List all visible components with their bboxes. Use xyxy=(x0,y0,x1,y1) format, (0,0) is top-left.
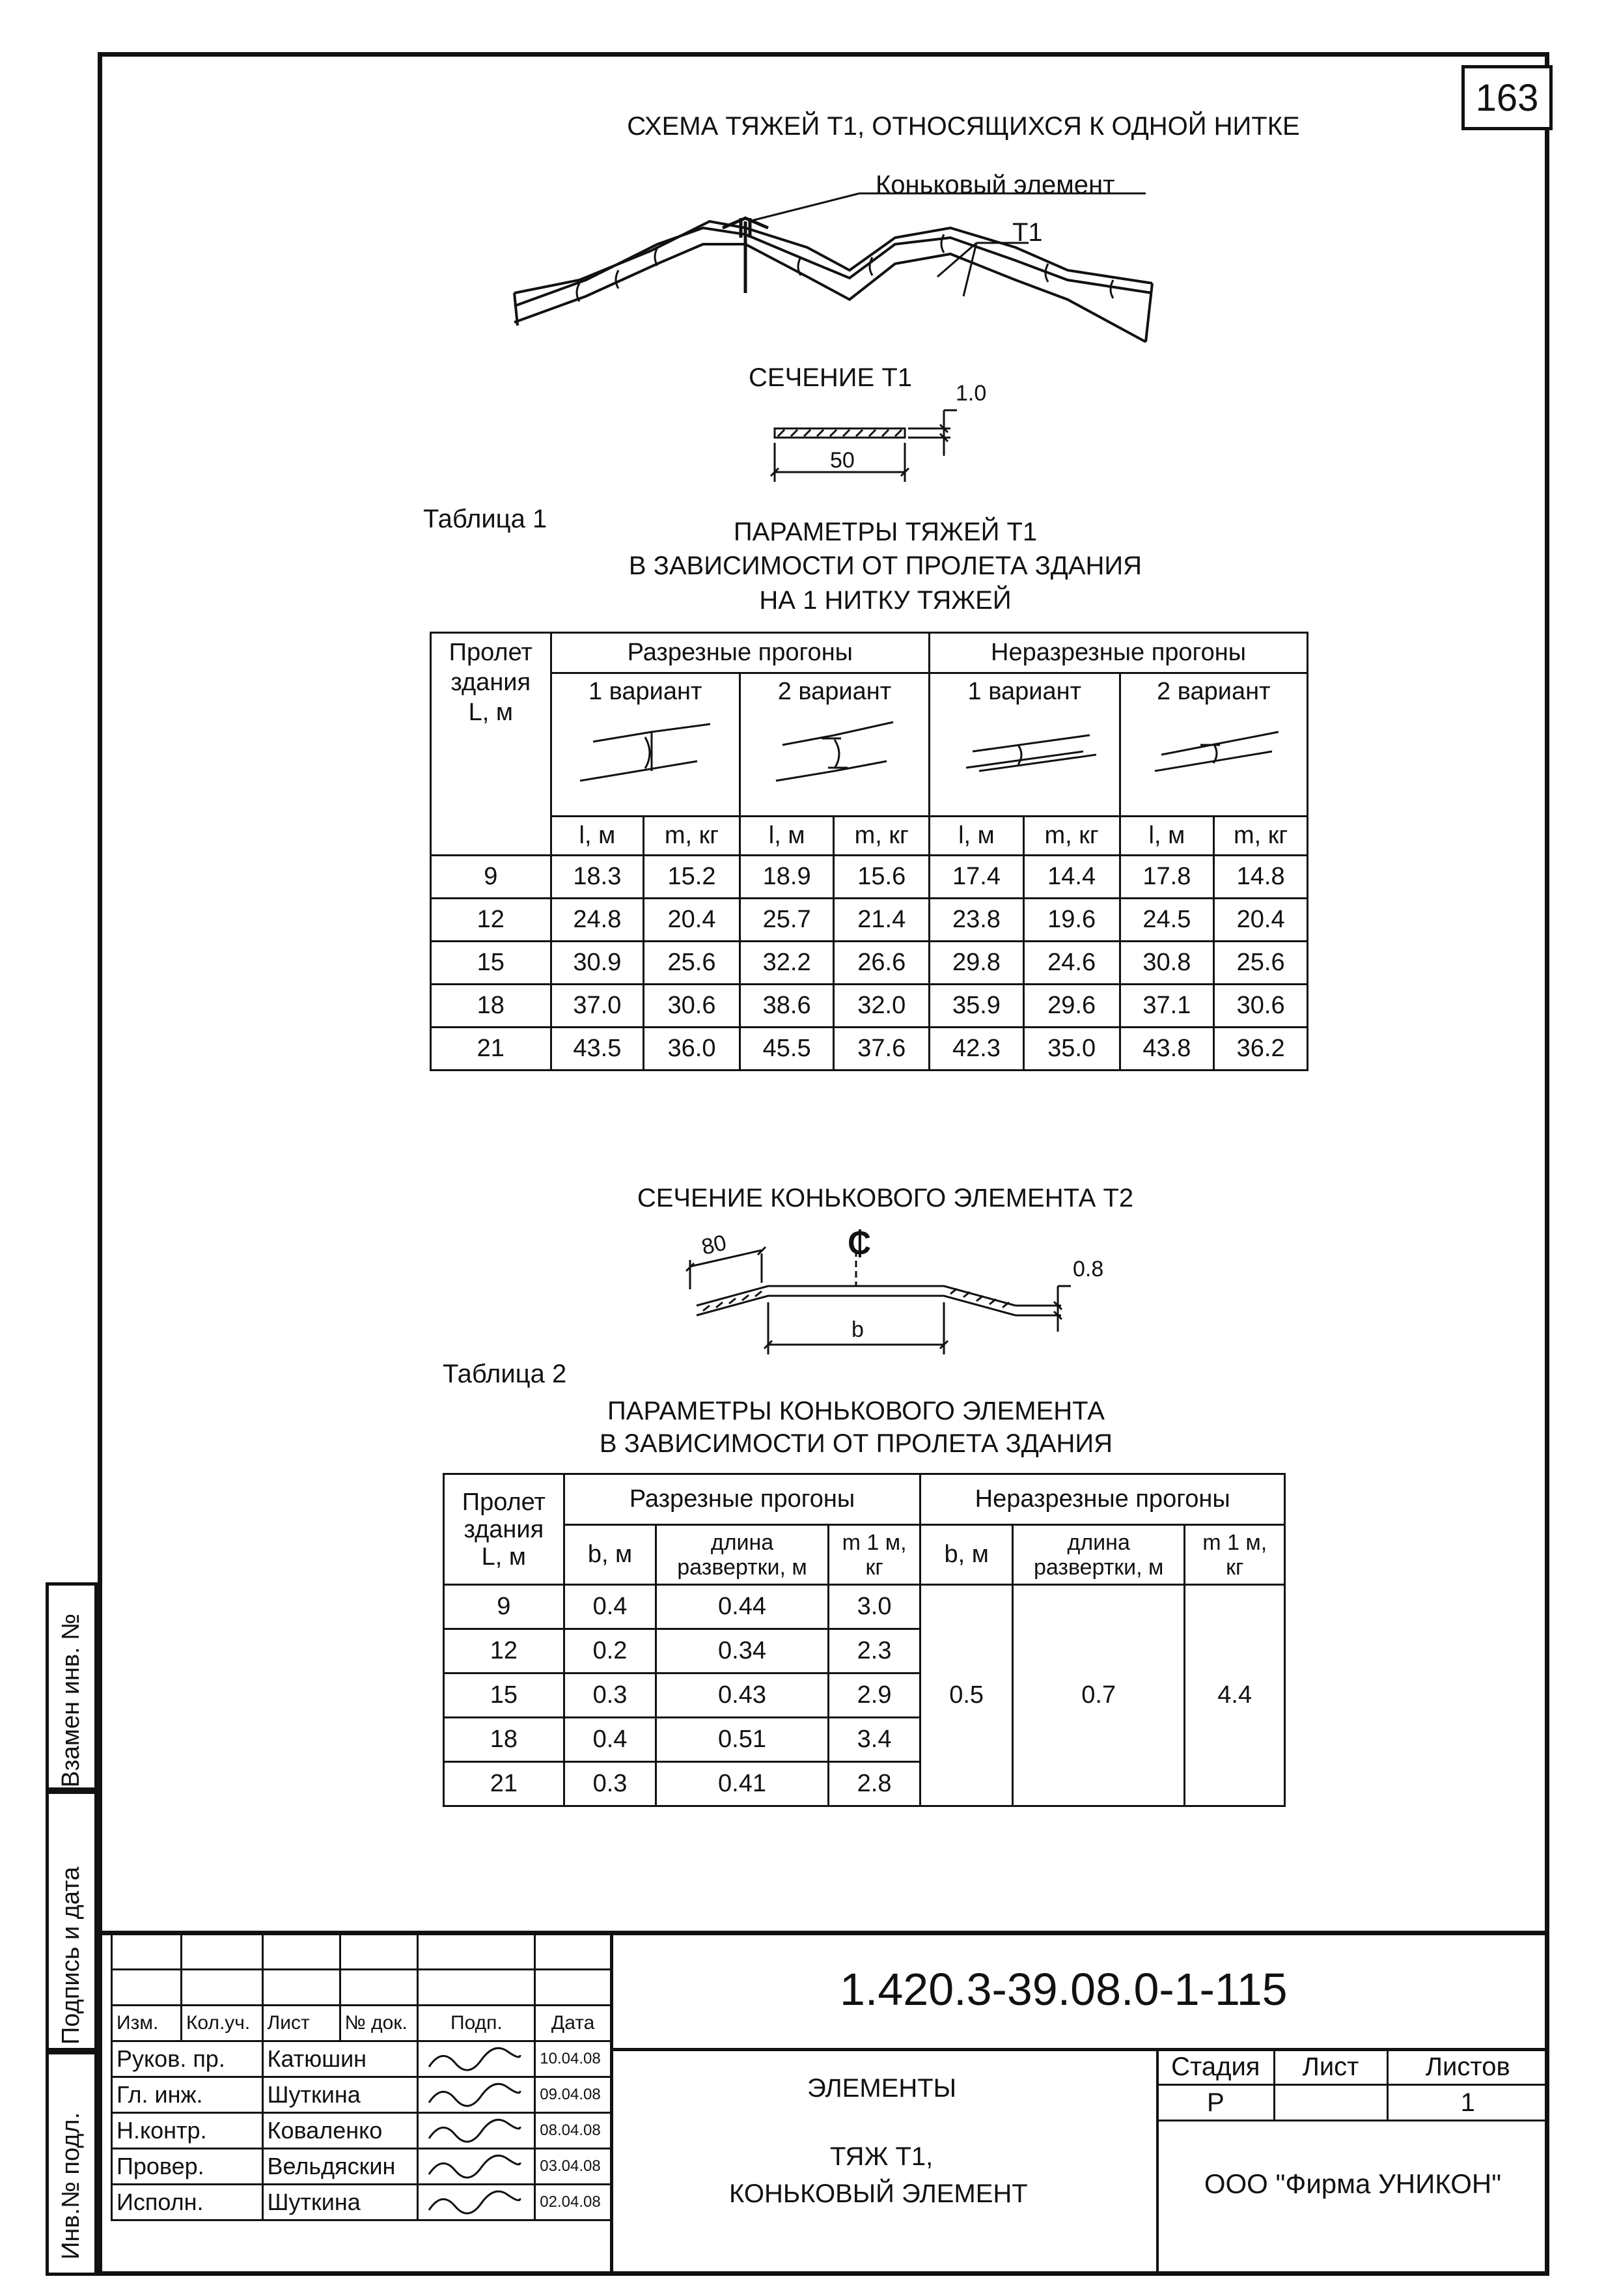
table-row xyxy=(431,985,1308,1028)
table2-col-length-line1: длина xyxy=(710,1530,774,1555)
t1-label: Т1 xyxy=(1012,218,1043,247)
signature-role: Гл. инж. xyxy=(112,2077,263,2113)
revision-empty-cell xyxy=(181,1970,262,2006)
doc-title-line1-text: ЭЛЕМЕНТЫ xyxy=(807,2074,957,2103)
table1 xyxy=(430,632,1308,1071)
table1-value-cell: 20.4 xyxy=(1214,899,1308,942)
table2-title-line1: ПАРАМЕТРЫ КОНЬКОВОГО ЭЛЕМЕНТА xyxy=(607,1397,1105,1425)
table1-variant1-split-label: 1 вариант xyxy=(588,678,702,705)
variant1-split-sketch xyxy=(580,706,710,791)
table1-variant1-continuous-label: 1 вариант xyxy=(967,678,1082,705)
table-row xyxy=(431,899,1308,942)
table1-value-cell: 37.0 xyxy=(551,985,644,1028)
table1-variant2-split xyxy=(740,673,929,817)
table1-col-m: m, кг xyxy=(1214,817,1308,856)
side-label-sign-date: Подпись и дата xyxy=(57,1866,85,2045)
table1-title-line1: ПАРАМЕТРЫ ТЯЖЕЙ Т1 xyxy=(733,518,1038,546)
table2-value-cell: 0.4 xyxy=(564,1718,656,1762)
table1-value-cell: 43.5 xyxy=(551,1028,644,1071)
signature-cell xyxy=(418,2185,535,2220)
table2-col-length xyxy=(1012,1525,1185,1585)
document-code: 1.420.3-39.08.0-1-115 xyxy=(840,1964,1288,2015)
table1-value-cell: 32.0 xyxy=(834,985,930,1028)
table2-group-continuous: Неразрезные прогоны xyxy=(920,1474,1285,1525)
section-t2-dim-80: 80 xyxy=(699,1230,729,1260)
table1-span-cell: 15 xyxy=(431,942,551,985)
table1-span-header-line3: L, м xyxy=(468,699,513,726)
revision-table xyxy=(111,1933,612,2221)
table2-value-cell: 0.3 xyxy=(564,1762,656,1806)
table2-col-mass-line2: кг xyxy=(865,1554,883,1580)
table-row xyxy=(431,942,1308,985)
section-t2-title: СЕЧЕНИЕ КОНЬКОВОГО ЭЛЕМЕНТА Т2 xyxy=(637,1184,1134,1212)
table2-span-cell: 18 xyxy=(444,1718,564,1762)
table2-value-cell: 0.3 xyxy=(564,1673,656,1718)
signature-row xyxy=(112,2113,611,2149)
table2-span-cell: 15 xyxy=(444,1673,564,1718)
table1-span-cell: 9 xyxy=(431,856,551,899)
table2-value-cell: 3.4 xyxy=(828,1718,920,1762)
table2-span-header-line3: L, м xyxy=(481,1543,527,1571)
table1-value-cell: 30.6 xyxy=(1214,985,1308,1028)
table1-value-cell: 35.0 xyxy=(1023,1028,1120,1071)
table1-variant2-split-label: 2 вариант xyxy=(777,678,892,705)
signature-row xyxy=(112,2149,611,2185)
table1-value-cell: 18.3 xyxy=(551,856,644,899)
signature-name: Коваленко xyxy=(262,2113,418,2149)
table1-span-header xyxy=(431,633,551,856)
table2-value-cell: 0.2 xyxy=(564,1629,656,1673)
revision-empty-cell xyxy=(112,1934,182,1970)
table2-value-cell: 0.44 xyxy=(656,1585,829,1629)
company-name: ООО "Фирма УНИКОН" xyxy=(1204,2168,1502,2199)
sheets-value: 1 xyxy=(1387,2085,1549,2121)
table1-value-cell: 15.6 xyxy=(834,856,930,899)
table1-col-l: l, м xyxy=(930,817,1024,856)
scheme-title: СХЕМА ТЯЖЕЙ Т1, ОТНОСЯЩИХСЯ К ОДНОЙ НИТКЕ xyxy=(627,112,1300,141)
table2-title-line2: В ЗАВИСИМОСТИ ОТ ПРОЛЕТА ЗДАНИЯ xyxy=(599,1429,1113,1458)
table1-col-l: l, м xyxy=(740,817,834,856)
variant1-continuous-sketch xyxy=(953,706,1096,791)
side-label-replace: Взамен инв. № xyxy=(57,1614,85,1787)
variant2-continuous-sketch xyxy=(1142,706,1285,791)
revision-empty-cell xyxy=(340,1970,418,2006)
table2-col-mass-line2: кг xyxy=(1226,1554,1244,1580)
handwritten-signature xyxy=(422,2152,527,2181)
signature-role: Провер. xyxy=(112,2149,263,2185)
table1-value-cell: 17.8 xyxy=(1120,856,1214,899)
signature-row xyxy=(112,2041,611,2077)
table-row xyxy=(431,856,1308,899)
section-t1-width: 50 xyxy=(830,448,855,473)
revision-head-count: Кол.уч. xyxy=(181,2006,262,2041)
handwritten-signature xyxy=(422,2045,527,2073)
table1-value-cell: 29.6 xyxy=(1023,985,1120,1028)
revision-empty-cell xyxy=(181,1934,262,1970)
table1-variant1-continuous xyxy=(930,673,1120,817)
table1-value-cell: 42.3 xyxy=(930,1028,1024,1071)
table2-value-cell: 3.0 xyxy=(828,1585,920,1629)
table2-col-length-line2: развертки, м xyxy=(1033,1554,1164,1580)
signature-name: Вельдяскин xyxy=(262,2149,418,2185)
table2-label: Таблица 2 xyxy=(443,1360,567,1388)
stage-value: Р xyxy=(1157,2085,1275,2121)
table1-title-line3: НА 1 НИТКУ ТЯЖЕЙ xyxy=(759,586,1012,615)
table1-label: Таблица 1 xyxy=(423,505,547,533)
table2 xyxy=(443,1473,1286,1807)
revision-empty-cell xyxy=(262,1934,340,1970)
table2-col-mass-line1: m 1 м, xyxy=(842,1530,907,1555)
table1-value-cell: 35.9 xyxy=(930,985,1024,1028)
signature-date: 08.04.08 xyxy=(535,2113,611,2149)
table1-title-line2: В ЗАВИСИМОСТИ ОТ ПРОЛЕТА ЗДАНИЯ xyxy=(628,552,1142,580)
signature-row xyxy=(112,2077,611,2113)
table-row xyxy=(431,1028,1308,1071)
table1-value-cell: 14.8 xyxy=(1214,856,1308,899)
side-label-inv: Инв.№ подл. xyxy=(57,2112,85,2260)
table1-value-cell: 17.4 xyxy=(930,856,1024,899)
doc-title-line1 xyxy=(807,2074,956,2103)
variant2-split-sketch xyxy=(769,706,900,791)
table1-value-cell: 43.8 xyxy=(1120,1028,1214,1071)
table1-value-cell: 23.8 xyxy=(930,899,1024,942)
table2-col-mass xyxy=(1185,1525,1285,1585)
table2-col-length-line2: развертки, м xyxy=(677,1554,807,1580)
stage-table xyxy=(1156,2048,1549,2121)
table1-value-cell: 25.7 xyxy=(740,899,834,942)
section-t2-dim-b: b xyxy=(851,1317,864,1342)
handwritten-signature xyxy=(422,2116,527,2145)
signature-role: Исполн. xyxy=(112,2185,263,2220)
ridge-element-label: Коньковый элемент xyxy=(876,171,1115,199)
table1-group-split: Разрезные прогоны xyxy=(551,633,930,673)
title-block-divider xyxy=(610,1931,613,2276)
signature-cell xyxy=(418,2149,535,2185)
table2-value-cell: 2.3 xyxy=(828,1629,920,1673)
table1-value-cell: 45.5 xyxy=(740,1028,834,1071)
table1-span-header-line2: здания xyxy=(450,669,531,696)
doc-title-line2: ТЯЖ Т1, xyxy=(830,2142,934,2171)
table1-variant2-continuous-label: 2 вариант xyxy=(1157,678,1271,705)
revision-head-doc: № док. xyxy=(340,2006,418,2041)
table2-value-cell: 0.41 xyxy=(656,1762,829,1806)
table2-span-cell: 9 xyxy=(444,1585,564,1629)
doc-title-line3: КОНЬКОВЫЙ ЭЛЕМЕНТ xyxy=(729,2179,1028,2208)
revision-empty-cell xyxy=(262,1970,340,2006)
revision-empty-cell xyxy=(112,1970,182,2006)
sheets-label: Листов xyxy=(1387,2049,1549,2085)
signature-date: 09.04.08 xyxy=(535,2077,611,2113)
revision-empty-cell xyxy=(535,1970,611,2006)
signature-date: 02.04.08 xyxy=(535,2185,611,2220)
signature-role: Руков. пр. xyxy=(112,2041,263,2077)
table1-value-cell: 25.6 xyxy=(1214,942,1308,985)
table2-merged-b: 0.5 xyxy=(920,1585,1013,1806)
revision-empty-cell xyxy=(418,1970,535,2006)
table1-value-cell: 14.4 xyxy=(1023,856,1120,899)
revision-head-date: Дата xyxy=(535,2006,611,2041)
table1-value-cell: 26.6 xyxy=(834,942,930,985)
revision-head-change: Изм. xyxy=(112,2006,182,2041)
table2-value-cell: 0.51 xyxy=(656,1718,829,1762)
table1-group-continuous: Неразрезные прогоны xyxy=(930,633,1308,673)
table2-span-header-line2: здания xyxy=(464,1515,544,1543)
page-number: 163 xyxy=(1461,65,1553,130)
section-t1-title: СЕЧЕНИЕ Т1 xyxy=(749,363,913,392)
signature-name: Шуткина xyxy=(262,2185,418,2220)
table2-span-cell: 12 xyxy=(444,1629,564,1673)
sheet-value xyxy=(1274,2085,1387,2121)
signature-name: Катюшин xyxy=(262,2041,418,2077)
signature-date: 10.04.08 xyxy=(535,2041,611,2077)
table1-value-cell: 15.2 xyxy=(644,856,740,899)
table1-value-cell: 20.4 xyxy=(644,899,740,942)
table1-value-cell: 32.2 xyxy=(740,942,834,985)
table1-value-cell: 30.8 xyxy=(1120,942,1214,985)
table1-value-cell: 29.8 xyxy=(930,942,1024,985)
section-t1-thickness: 1.0 xyxy=(956,381,987,406)
table1-col-m: m, кг xyxy=(644,817,740,856)
signature-row xyxy=(112,2185,611,2220)
table1-value-cell: 24.6 xyxy=(1023,942,1120,985)
signature-name: Шуткина xyxy=(262,2077,418,2113)
table1-value-cell: 24.5 xyxy=(1120,899,1214,942)
section-t2-drawing xyxy=(671,1224,1126,1367)
table1-value-cell: 24.8 xyxy=(551,899,644,942)
revision-head-sign: Подп. xyxy=(418,2006,535,2041)
revision-empty-cell xyxy=(535,1934,611,1970)
table1-span-cell: 12 xyxy=(431,899,551,942)
table1-value-cell: 36.2 xyxy=(1214,1028,1308,1071)
signature-cell xyxy=(418,2041,535,2077)
table1-span-cell: 21 xyxy=(431,1028,551,1071)
table2-value-cell: 2.8 xyxy=(828,1762,920,1806)
table1-value-cell: 30.6 xyxy=(644,985,740,1028)
section-t2-thickness: 0.8 xyxy=(1073,1257,1104,1281)
table1-span-header-line1: Пролет xyxy=(449,639,533,666)
table2-merged-len: 0.7 xyxy=(1012,1585,1185,1806)
table2-col-b: b, м xyxy=(920,1525,1013,1585)
company-divider xyxy=(1156,2048,1159,2276)
table2-value-cell: 0.4 xyxy=(564,1585,656,1629)
table2-group-split: Разрезные прогоны xyxy=(564,1474,920,1525)
revision-empty-cell xyxy=(418,1934,535,1970)
table1-value-cell: 25.6 xyxy=(644,942,740,985)
revision-empty-cell xyxy=(340,1934,418,1970)
table1-col-m: m, кг xyxy=(1023,817,1120,856)
table2-span-header-line1: Пролет xyxy=(462,1488,546,1516)
table2-span-header xyxy=(444,1474,564,1585)
signature-cell xyxy=(418,2077,535,2113)
signature-role: Н.контр. xyxy=(112,2113,263,2149)
table2-col-length-line1: длина xyxy=(1067,1530,1130,1555)
table1-value-cell: 19.6 xyxy=(1023,899,1120,942)
signature-date: 03.04.08 xyxy=(535,2149,611,2185)
table1-value-cell: 18.9 xyxy=(740,856,834,899)
revision-head-sheet: Лист xyxy=(262,2006,340,2041)
table2-value-cell: 0.34 xyxy=(656,1629,829,1673)
table1-variant1-split xyxy=(551,673,740,817)
table2-col-length xyxy=(656,1525,829,1585)
handwritten-signature xyxy=(422,2188,527,2217)
table2-value-cell: 0.43 xyxy=(656,1673,829,1718)
table1-col-l: l, м xyxy=(1120,817,1214,856)
section-t2-axis: ₵ xyxy=(848,1225,872,1261)
table1-value-cell: 21.4 xyxy=(834,899,930,942)
handwritten-signature xyxy=(422,2080,527,2109)
table2-col-b: b, м xyxy=(564,1525,656,1585)
table1-col-l: l, м xyxy=(551,817,644,856)
table1-variant2-continuous xyxy=(1120,673,1308,817)
table1-value-cell: 37.6 xyxy=(834,1028,930,1071)
signature-cell xyxy=(418,2113,535,2149)
table1-col-m: m, кг xyxy=(834,817,930,856)
table1-value-cell: 38.6 xyxy=(740,985,834,1028)
table2-merged-m: 4.4 xyxy=(1185,1585,1285,1806)
stage-label: Стадия xyxy=(1157,2049,1275,2085)
table1-value-cell: 37.1 xyxy=(1120,985,1214,1028)
table1-value-cell: 36.0 xyxy=(644,1028,740,1071)
table2-span-cell: 21 xyxy=(444,1762,564,1806)
table1-span-cell: 18 xyxy=(431,985,551,1028)
table2-col-mass xyxy=(828,1525,920,1585)
table1-value-cell: 30.9 xyxy=(551,942,644,985)
sheet-label: Лист xyxy=(1274,2049,1387,2085)
table-row xyxy=(444,1585,1285,1629)
table2-value-cell: 2.9 xyxy=(828,1673,920,1718)
table2-col-mass-line1: m 1 м, xyxy=(1202,1530,1267,1555)
